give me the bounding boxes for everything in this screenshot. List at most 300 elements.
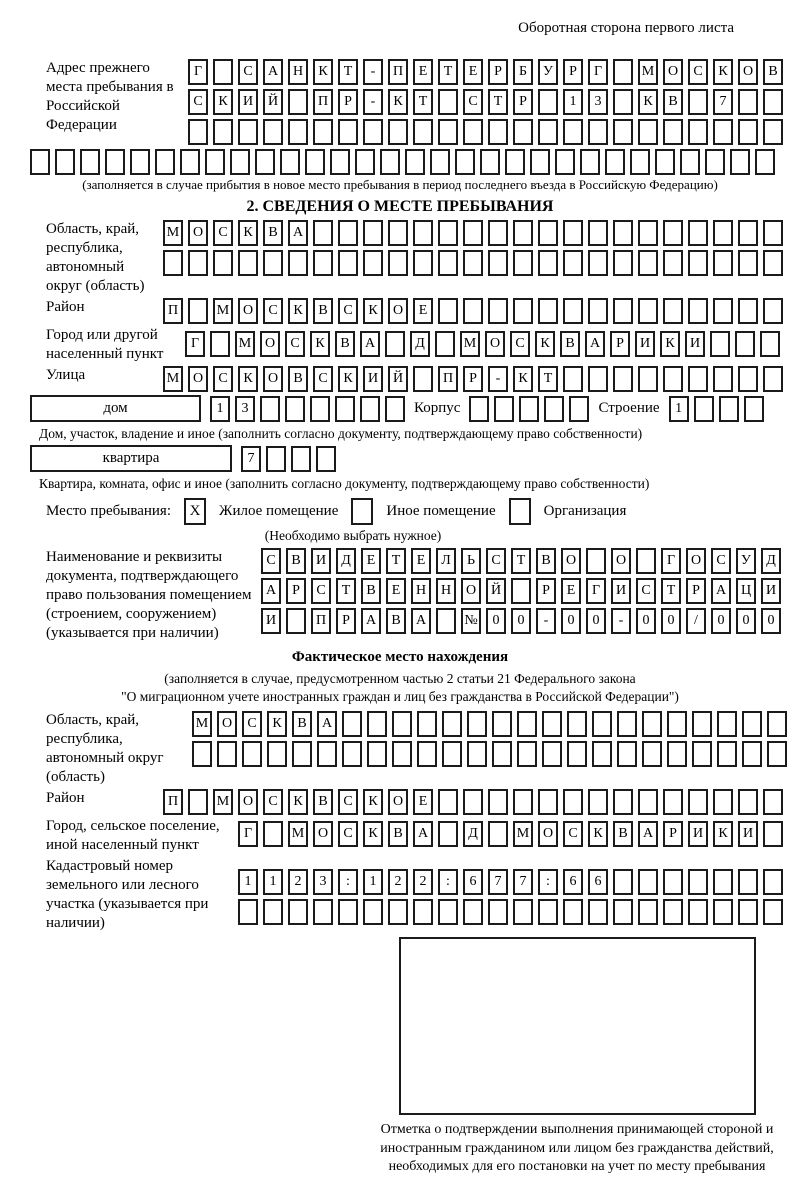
char-box[interactable]: 7 (488, 869, 508, 895)
char-box[interactable] (688, 366, 708, 392)
char-box[interactable]: 1 (238, 869, 258, 895)
char-box[interactable] (538, 119, 558, 145)
char-box[interactable] (238, 899, 258, 925)
char-box[interactable]: Е (413, 59, 433, 85)
char-box[interactable] (717, 711, 737, 737)
char-box[interactable]: 6 (463, 869, 483, 895)
char-box[interactable] (642, 711, 662, 737)
char-box[interactable] (588, 119, 608, 145)
char-box[interactable]: С (636, 578, 656, 604)
char-box[interactable] (763, 366, 783, 392)
char-box[interactable] (688, 869, 708, 895)
char-box[interactable]: Е (411, 548, 431, 574)
char-box[interactable]: 0 (636, 608, 656, 634)
char-box[interactable]: Н (436, 578, 456, 604)
char-box[interactable] (338, 220, 358, 246)
char-box[interactable]: Т (538, 366, 558, 392)
char-box[interactable] (305, 149, 325, 175)
char-box[interactable] (638, 869, 658, 895)
char-box[interactable] (342, 741, 362, 767)
char-box[interactable] (692, 741, 712, 767)
char-box[interactable] (438, 119, 458, 145)
char-box[interactable] (266, 446, 286, 472)
char-box[interactable]: К (713, 59, 733, 85)
char-box[interactable] (538, 789, 558, 815)
char-box[interactable]: А (411, 608, 431, 634)
char-box[interactable]: - (536, 608, 556, 634)
char-box[interactable]: Ь (461, 548, 481, 574)
char-box[interactable] (313, 899, 333, 925)
char-box[interactable] (30, 149, 50, 175)
char-box[interactable] (738, 298, 758, 324)
char-box[interactable] (688, 250, 708, 276)
char-box[interactable] (388, 899, 408, 925)
char-box[interactable]: Р (686, 578, 706, 604)
char-box[interactable] (286, 608, 306, 634)
char-box[interactable]: Б (513, 59, 533, 85)
char-box[interactable] (188, 298, 208, 324)
char-box[interactable] (280, 149, 300, 175)
char-box[interactable]: 0 (736, 608, 756, 634)
char-box[interactable]: Т (338, 59, 358, 85)
char-box[interactable]: Е (413, 789, 433, 815)
char-box[interactable] (513, 119, 533, 145)
char-box[interactable] (713, 899, 733, 925)
char-box[interactable] (519, 396, 539, 422)
char-box[interactable] (563, 250, 583, 276)
char-box[interactable]: В (386, 608, 406, 634)
char-box[interactable] (638, 298, 658, 324)
char-box[interactable] (188, 119, 208, 145)
char-box[interactable] (130, 149, 150, 175)
char-box[interactable]: 3 (588, 89, 608, 115)
char-box[interactable] (188, 789, 208, 815)
char-box[interactable]: П (311, 608, 331, 634)
char-box[interactable] (442, 711, 462, 737)
char-box[interactable] (388, 119, 408, 145)
char-box[interactable] (705, 149, 725, 175)
char-box[interactable]: А (261, 578, 281, 604)
char-box[interactable]: М (513, 821, 533, 847)
char-box[interactable] (316, 446, 336, 472)
char-box[interactable] (567, 741, 587, 767)
char-box[interactable] (513, 250, 533, 276)
char-box[interactable]: А (360, 331, 380, 357)
char-box[interactable]: М (213, 298, 233, 324)
char-box[interactable] (413, 899, 433, 925)
char-box[interactable]: Й (486, 578, 506, 604)
char-box[interactable] (438, 821, 458, 847)
char-box[interactable] (288, 89, 308, 115)
char-box[interactable]: И (688, 821, 708, 847)
char-box[interactable] (630, 149, 650, 175)
char-box[interactable] (285, 396, 305, 422)
char-box[interactable] (388, 220, 408, 246)
char-box[interactable]: О (188, 220, 208, 246)
char-box[interactable]: П (163, 298, 183, 324)
char-box[interactable]: 2 (388, 869, 408, 895)
char-box[interactable] (438, 250, 458, 276)
char-box[interactable] (663, 298, 683, 324)
char-box[interactable] (655, 149, 675, 175)
char-box[interactable]: Т (438, 59, 458, 85)
char-box[interactable] (694, 396, 714, 422)
char-box[interactable] (505, 149, 525, 175)
char-box[interactable] (463, 119, 483, 145)
char-box[interactable] (538, 89, 558, 115)
char-box[interactable] (263, 250, 283, 276)
char-box[interactable]: О (388, 298, 408, 324)
char-box[interactable] (380, 149, 400, 175)
char-box[interactable]: К (713, 821, 733, 847)
char-box[interactable] (688, 789, 708, 815)
char-box[interactable] (738, 119, 758, 145)
char-box[interactable]: В (335, 331, 355, 357)
char-box[interactable] (210, 331, 230, 357)
char-box[interactable]: Г (238, 821, 258, 847)
char-box[interactable] (713, 869, 733, 895)
char-box[interactable] (538, 250, 558, 276)
char-box[interactable] (230, 149, 250, 175)
char-box[interactable] (192, 741, 212, 767)
char-box[interactable]: О (238, 789, 258, 815)
char-box[interactable] (488, 119, 508, 145)
char-box[interactable] (355, 149, 375, 175)
char-box[interactable] (663, 119, 683, 145)
char-box[interactable] (517, 741, 537, 767)
char-box[interactable] (463, 220, 483, 246)
char-box[interactable] (455, 149, 475, 175)
char-box[interactable]: А (317, 711, 337, 737)
char-box[interactable]: 2 (288, 869, 308, 895)
char-box[interactable] (738, 366, 758, 392)
char-box[interactable] (442, 741, 462, 767)
char-box[interactable] (469, 396, 489, 422)
residence-type-checkbox-zhiloe[interactable]: X (184, 498, 206, 525)
char-box[interactable]: С (213, 366, 233, 392)
char-box[interactable]: В (613, 821, 633, 847)
char-box[interactable]: А (638, 821, 658, 847)
char-box[interactable] (288, 250, 308, 276)
char-box[interactable]: У (736, 548, 756, 574)
char-box[interactable] (555, 149, 575, 175)
char-box[interactable] (688, 220, 708, 246)
char-box[interactable] (563, 119, 583, 145)
char-box[interactable] (688, 89, 708, 115)
char-box[interactable] (438, 89, 458, 115)
char-box[interactable]: К (238, 220, 258, 246)
char-box[interactable] (742, 741, 762, 767)
char-box[interactable] (511, 578, 531, 604)
char-box[interactable]: 1 (363, 869, 383, 895)
char-box[interactable] (430, 149, 450, 175)
char-box[interactable]: - (363, 59, 383, 85)
char-box[interactable] (667, 711, 687, 737)
char-box[interactable] (313, 119, 333, 145)
char-box[interactable] (636, 548, 656, 574)
char-box[interactable]: А (585, 331, 605, 357)
char-box[interactable] (663, 250, 683, 276)
char-box[interactable]: Г (661, 548, 681, 574)
char-box[interactable]: О (738, 59, 758, 85)
char-box[interactable] (738, 869, 758, 895)
char-box[interactable]: 0 (711, 608, 731, 634)
char-box[interactable]: - (611, 608, 631, 634)
char-box[interactable]: Т (413, 89, 433, 115)
char-box[interactable]: Д (410, 331, 430, 357)
char-box[interactable]: И (261, 608, 281, 634)
char-box[interactable]: 7 (241, 446, 261, 472)
residence-type-checkbox-inoe[interactable] (351, 498, 373, 525)
char-box[interactable] (613, 220, 633, 246)
char-box[interactable]: Т (386, 548, 406, 574)
char-box[interactable]: Г (586, 578, 606, 604)
char-box[interactable]: Е (413, 298, 433, 324)
char-box[interactable]: К (313, 59, 333, 85)
char-box[interactable] (363, 899, 383, 925)
char-box[interactable]: 6 (563, 869, 583, 895)
char-box[interactable]: Н (288, 59, 308, 85)
char-box[interactable]: С (688, 59, 708, 85)
char-box[interactable] (663, 899, 683, 925)
char-box[interactable] (291, 446, 311, 472)
char-box[interactable]: 1 (563, 89, 583, 115)
char-box[interactable]: В (388, 821, 408, 847)
char-box[interactable]: К (660, 331, 680, 357)
char-box[interactable]: С (242, 711, 262, 737)
char-box[interactable]: В (536, 548, 556, 574)
char-box[interactable]: К (288, 298, 308, 324)
char-box[interactable]: Л (436, 548, 456, 574)
char-box[interactable] (563, 789, 583, 815)
char-box[interactable]: : (338, 869, 358, 895)
char-box[interactable]: В (286, 548, 306, 574)
char-box[interactable] (513, 298, 533, 324)
char-box[interactable] (760, 331, 780, 357)
char-box[interactable] (713, 250, 733, 276)
char-box[interactable] (292, 741, 312, 767)
char-box[interactable] (617, 741, 637, 767)
char-box[interactable]: № (461, 608, 481, 634)
char-box[interactable]: / (686, 608, 706, 634)
char-box[interactable]: М (460, 331, 480, 357)
char-box[interactable] (413, 366, 433, 392)
char-box[interactable] (613, 89, 633, 115)
char-box[interactable] (638, 220, 658, 246)
char-box[interactable] (613, 899, 633, 925)
char-box[interactable]: К (388, 89, 408, 115)
char-box[interactable] (363, 119, 383, 145)
char-box[interactable]: Н (411, 578, 431, 604)
char-box[interactable]: Т (511, 548, 531, 574)
char-box[interactable] (392, 741, 412, 767)
char-box[interactable] (763, 899, 783, 925)
char-box[interactable] (438, 789, 458, 815)
char-box[interactable]: 2 (413, 869, 433, 895)
char-box[interactable]: В (361, 578, 381, 604)
char-box[interactable] (188, 250, 208, 276)
char-box[interactable] (613, 789, 633, 815)
char-box[interactable] (713, 366, 733, 392)
char-box[interactable]: М (163, 366, 183, 392)
char-box[interactable]: П (163, 789, 183, 815)
char-box[interactable]: М (163, 220, 183, 246)
char-box[interactable] (417, 741, 437, 767)
char-box[interactable] (330, 149, 350, 175)
char-box[interactable] (713, 298, 733, 324)
char-box[interactable] (367, 711, 387, 737)
char-box[interactable]: С (238, 59, 258, 85)
char-box[interactable]: И (635, 331, 655, 357)
char-box[interactable] (735, 331, 755, 357)
char-box[interactable] (605, 149, 625, 175)
char-box[interactable] (436, 608, 456, 634)
char-box[interactable] (467, 741, 487, 767)
char-box[interactable] (713, 220, 733, 246)
char-box[interactable]: С (711, 548, 731, 574)
char-box[interactable]: К (363, 789, 383, 815)
char-box[interactable]: Е (561, 578, 581, 604)
char-box[interactable]: Р (336, 608, 356, 634)
char-box[interactable] (488, 821, 508, 847)
char-box[interactable]: 0 (511, 608, 531, 634)
char-box[interactable] (310, 396, 330, 422)
char-box[interactable]: - (363, 89, 383, 115)
char-box[interactable] (738, 250, 758, 276)
char-box[interactable] (338, 119, 358, 145)
char-box[interactable] (588, 899, 608, 925)
char-box[interactable] (592, 741, 612, 767)
char-box[interactable]: Ц (736, 578, 756, 604)
char-box[interactable]: Т (661, 578, 681, 604)
char-box[interactable] (642, 741, 662, 767)
char-box[interactable]: О (461, 578, 481, 604)
char-box[interactable]: К (535, 331, 555, 357)
char-box[interactable]: И (363, 366, 383, 392)
char-box[interactable] (638, 119, 658, 145)
char-box[interactable]: Р (338, 89, 358, 115)
char-box[interactable]: А (711, 578, 731, 604)
char-box[interactable]: О (313, 821, 333, 847)
char-box[interactable] (663, 366, 683, 392)
char-box[interactable] (467, 711, 487, 737)
char-box[interactable]: П (388, 59, 408, 85)
char-box[interactable]: С (285, 331, 305, 357)
char-box[interactable]: С (486, 548, 506, 574)
char-box[interactable] (55, 149, 75, 175)
char-box[interactable]: С (510, 331, 530, 357)
char-box[interactable]: О (561, 548, 581, 574)
char-box[interactable]: Г (588, 59, 608, 85)
char-box[interactable] (438, 220, 458, 246)
char-box[interactable]: И (611, 578, 631, 604)
char-box[interactable]: В (763, 59, 783, 85)
char-box[interactable]: К (213, 89, 233, 115)
char-box[interactable] (513, 789, 533, 815)
char-box[interactable]: И (311, 548, 331, 574)
char-box[interactable] (213, 119, 233, 145)
char-box[interactable]: : (438, 869, 458, 895)
char-box[interactable] (713, 789, 733, 815)
char-box[interactable]: О (663, 59, 683, 85)
char-box[interactable] (763, 250, 783, 276)
char-box[interactable] (313, 220, 333, 246)
char-box[interactable] (638, 899, 658, 925)
char-box[interactable] (680, 149, 700, 175)
char-box[interactable]: И (761, 578, 781, 604)
char-box[interactable]: С (563, 821, 583, 847)
char-box[interactable] (288, 119, 308, 145)
char-box[interactable]: 3 (313, 869, 333, 895)
char-box[interactable] (730, 149, 750, 175)
char-box[interactable] (367, 741, 387, 767)
char-box[interactable] (638, 366, 658, 392)
char-box[interactable] (569, 396, 589, 422)
char-box[interactable] (363, 220, 383, 246)
char-box[interactable]: К (288, 789, 308, 815)
char-box[interactable]: С (338, 789, 358, 815)
char-box[interactable] (492, 741, 512, 767)
char-box[interactable] (613, 869, 633, 895)
char-box[interactable] (205, 149, 225, 175)
char-box[interactable] (342, 711, 362, 737)
char-box[interactable]: 7 (713, 89, 733, 115)
char-box[interactable]: О (217, 711, 237, 737)
char-box[interactable]: Р (663, 821, 683, 847)
char-box[interactable] (385, 331, 405, 357)
char-box[interactable] (263, 899, 283, 925)
char-box[interactable] (738, 899, 758, 925)
char-box[interactable]: Р (488, 59, 508, 85)
char-box[interactable] (494, 396, 514, 422)
char-box[interactable]: Й (388, 366, 408, 392)
char-box[interactable] (413, 220, 433, 246)
char-box[interactable] (717, 741, 737, 767)
char-box[interactable]: 0 (661, 608, 681, 634)
char-box[interactable] (663, 220, 683, 246)
char-box[interactable]: А (413, 821, 433, 847)
char-box[interactable] (613, 366, 633, 392)
char-box[interactable] (463, 789, 483, 815)
char-box[interactable]: Р (463, 366, 483, 392)
char-box[interactable] (588, 220, 608, 246)
char-box[interactable]: В (663, 89, 683, 115)
char-box[interactable] (663, 789, 683, 815)
char-box[interactable]: К (363, 298, 383, 324)
char-box[interactable] (335, 396, 355, 422)
char-box[interactable] (492, 711, 512, 737)
char-box[interactable] (538, 899, 558, 925)
char-box[interactable] (563, 220, 583, 246)
char-box[interactable] (388, 250, 408, 276)
char-box[interactable]: С (338, 298, 358, 324)
char-box[interactable] (542, 711, 562, 737)
char-box[interactable]: А (361, 608, 381, 634)
char-box[interactable] (738, 89, 758, 115)
char-box[interactable] (580, 149, 600, 175)
char-box[interactable] (763, 89, 783, 115)
char-box[interactable]: У (538, 59, 558, 85)
char-box[interactable]: В (313, 298, 333, 324)
char-box[interactable] (738, 220, 758, 246)
char-box[interactable]: В (313, 789, 333, 815)
char-box[interactable] (592, 711, 612, 737)
char-box[interactable] (480, 149, 500, 175)
char-box[interactable]: Р (610, 331, 630, 357)
char-box[interactable]: С (313, 366, 333, 392)
char-box[interactable]: 1 (669, 396, 689, 422)
char-box[interactable] (567, 711, 587, 737)
